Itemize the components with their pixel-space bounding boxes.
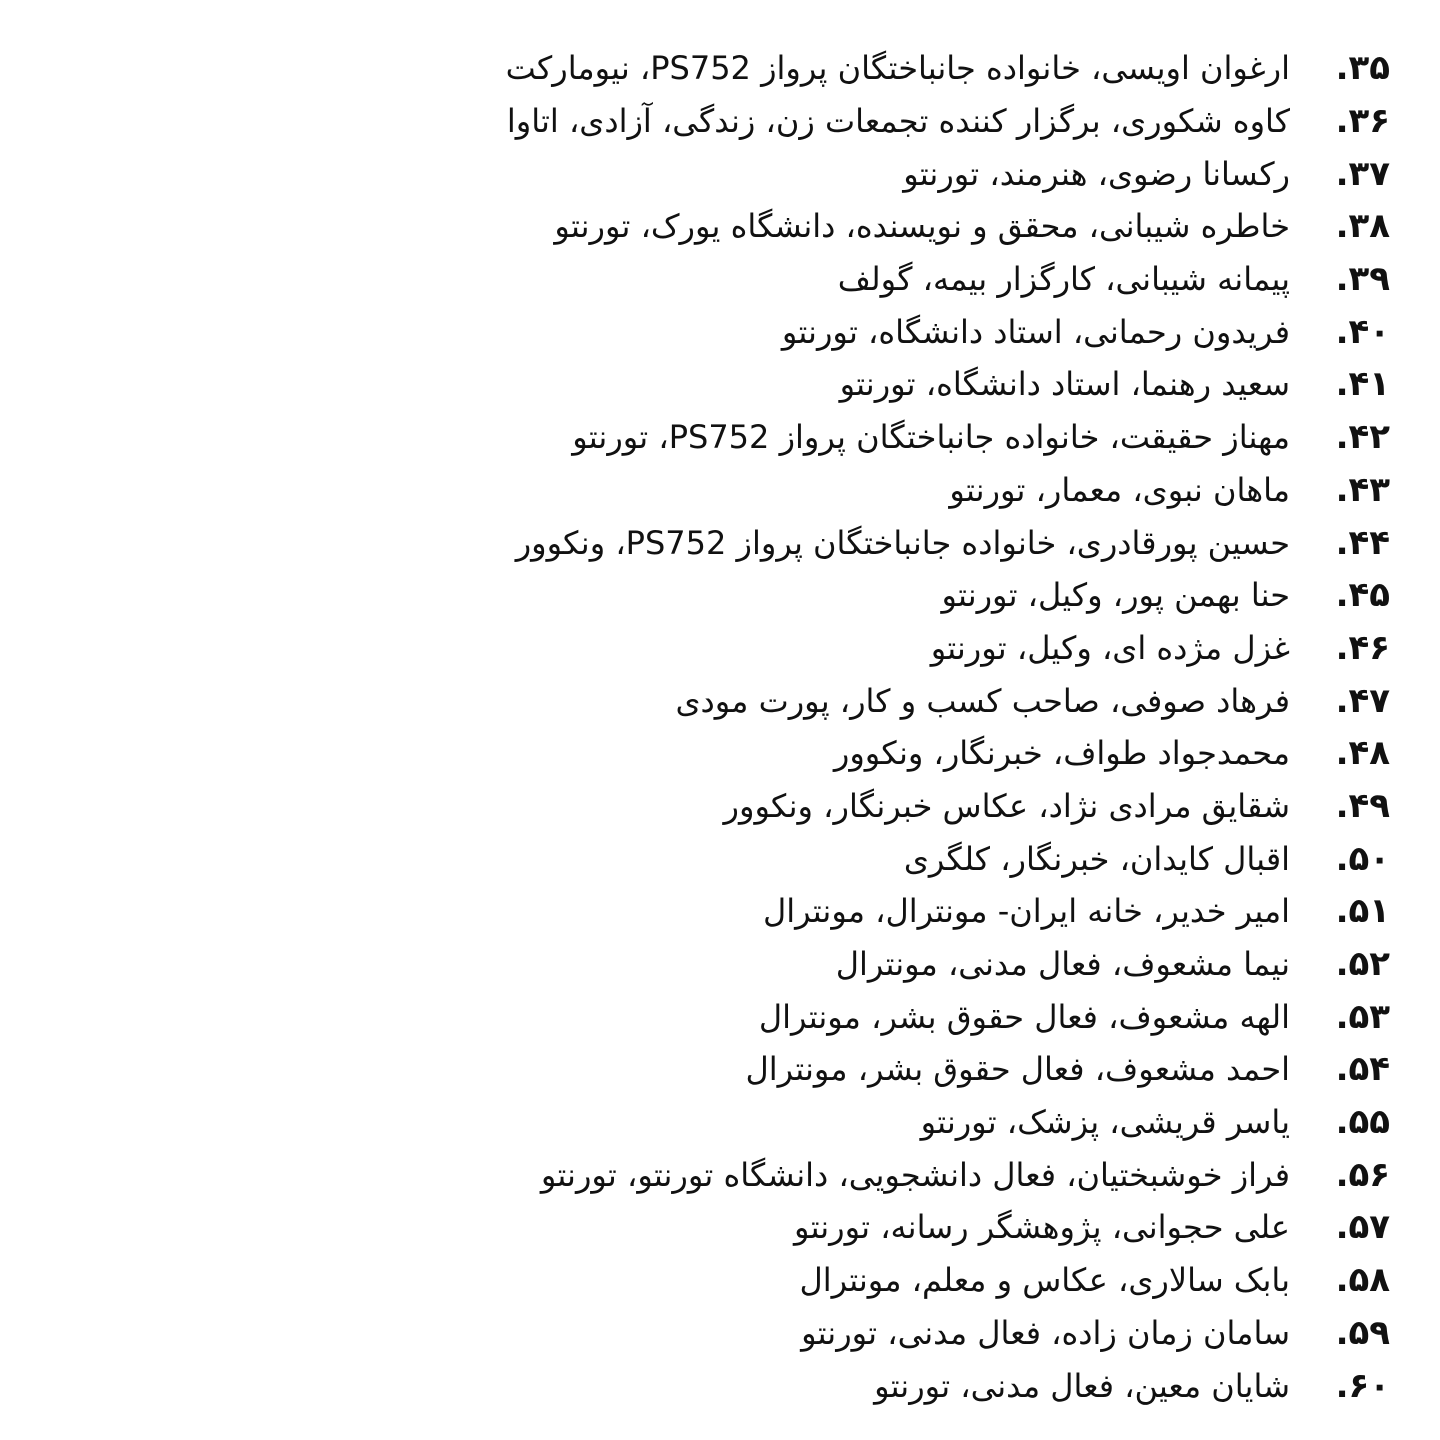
list-item	[390, 1307, 1390, 1360]
item-text: اقبال کایدان، خبرنگار، کلگری	[903, 839, 1290, 878]
list-item	[390, 727, 1390, 780]
item-number: ۳۶.	[1335, 101, 1390, 142]
list-item	[390, 990, 1390, 1043]
list-item	[390, 42, 1390, 95]
list-item	[390, 200, 1390, 253]
item-text: نیما مشعوف، فعال مدنی، مونترال	[835, 945, 1290, 984]
item-text: بابک سالاری، عکاس و معلم، مونترال	[799, 1261, 1290, 1300]
list-item	[390, 885, 1390, 938]
item-text: رکسانا رضوی، هنرمند، تورنتو	[903, 154, 1290, 193]
item-number: ۴۳.	[1335, 469, 1390, 510]
list-item	[390, 1148, 1390, 1201]
list-item	[390, 147, 1390, 200]
item-number: ۴۶.	[1335, 627, 1390, 668]
item-number: ۵۳.	[1335, 996, 1390, 1037]
item-text: شقایق مرادی نژاد، عکاس خبرنگار، ونکوور	[723, 786, 1290, 825]
item-text: حنا بهمن پور، وکیل، تورنتو	[941, 576, 1290, 615]
list-item	[390, 95, 1390, 148]
item-text: شایان معین، فعال مدنی، تورنتو	[874, 1366, 1290, 1405]
list-item	[390, 411, 1390, 464]
item-number: ۳۹.	[1335, 259, 1390, 300]
signatories-list	[390, 42, 1390, 1412]
item-number: ۳۷.	[1335, 153, 1390, 194]
item-text: ماهان نبوی، معمار، تورنتو	[949, 470, 1290, 509]
list-item	[390, 253, 1390, 306]
item-number: ۵۴.	[1335, 1049, 1390, 1090]
item-text: سعید رهنما، استاد دانشگاه، تورنتو	[839, 365, 1290, 404]
item-text: فریدون رحمانی، استاد دانشگاه، تورنتو	[781, 312, 1290, 351]
list-item	[390, 516, 1390, 569]
item-number: ۵۹.	[1335, 1312, 1390, 1353]
item-number: ۴۹.	[1335, 785, 1390, 826]
item-number: ۵۱.	[1335, 891, 1390, 932]
item-text: کاوه شکوری، برگزار کننده تجمعات زن، زندگی، آزادی، اتاوا	[506, 102, 1290, 141]
item-number: ۴۸.	[1335, 733, 1390, 774]
item-number: ۴۴.	[1335, 522, 1390, 563]
list-item	[390, 464, 1390, 517]
item-number: ۵۸.	[1335, 1260, 1390, 1301]
item-number: ۴۲.	[1335, 417, 1390, 458]
item-number: ۴۱.	[1335, 364, 1390, 405]
item-text: فراز خوشبختیان، فعال دانشجویی، دانشگاه تورنتو، تورنتو	[540, 1155, 1290, 1194]
list-item	[390, 1043, 1390, 1096]
item-text: احمد مشعوف، فعال حقوق بشر، مونترال	[745, 1050, 1290, 1089]
list-item	[390, 674, 1390, 727]
item-text: امیر خدیر، خانه ایران- مونترال، مونترال	[762, 892, 1290, 931]
list-item	[390, 358, 1390, 411]
list-item	[390, 938, 1390, 991]
item-number: ۵۶.	[1335, 1154, 1390, 1195]
item-number: ۴۷.	[1335, 680, 1390, 721]
item-number: ۵۵.	[1335, 1102, 1390, 1143]
list-item	[390, 1096, 1390, 1149]
item-number: ۴۰.	[1335, 311, 1390, 352]
item-number: ۴۵.	[1335, 575, 1390, 616]
list-item	[390, 569, 1390, 622]
item-text: یاسر قریشی، پزشک، تورنتو	[920, 1103, 1290, 1142]
item-number: ۳۵.	[1335, 48, 1390, 89]
item-text: پیمانه شیبانی، کارگزار بیمه، گولف	[837, 260, 1290, 299]
list-item	[390, 305, 1390, 358]
item-text: علی حجوانی، پژوهشگر رسانه، تورنتو	[794, 1208, 1290, 1247]
item-number: ۶۰.	[1335, 1365, 1390, 1406]
item-text: محمدجواد طواف، خبرنگار، ونکوور	[833, 734, 1290, 773]
item-text: ارغوان اویسی، خانواده جانباختگان پرواز PS752، نیومارکت	[505, 49, 1290, 88]
item-text: سامان زمان زاده، فعال مدنی، تورنتو	[801, 1313, 1290, 1352]
item-text: فرهاد صوفی، صاحب کسب و کار، پورت مودی	[675, 681, 1290, 720]
list-item	[390, 1359, 1390, 1412]
item-number: ۳۸.	[1335, 206, 1390, 247]
list-item	[390, 1201, 1390, 1254]
list-item	[390, 832, 1390, 885]
item-text: خاطره شیبانی، محقق و نویسنده، دانشگاه یورک، تورنتو	[554, 207, 1290, 246]
list-item	[390, 622, 1390, 675]
item-text: الهه مشعوف، فعال حقوق بشر، مونترال	[758, 997, 1290, 1036]
item-text: غزل مژده ای، وکیل، تورنتو	[930, 628, 1290, 667]
item-number: ۵۰.	[1335, 838, 1390, 879]
list-item	[390, 780, 1390, 833]
list-item	[390, 1254, 1390, 1307]
item-text: مهناز حقیقت، خانواده جانباختگان پرواز PS752، تورنتو	[572, 418, 1290, 457]
item-number: ۵۲.	[1335, 944, 1390, 985]
item-text: حسین پورقادری، خانواده جانباختگان پرواز PS752، ونکوور	[515, 523, 1290, 562]
item-number: ۵۷.	[1335, 1207, 1390, 1248]
